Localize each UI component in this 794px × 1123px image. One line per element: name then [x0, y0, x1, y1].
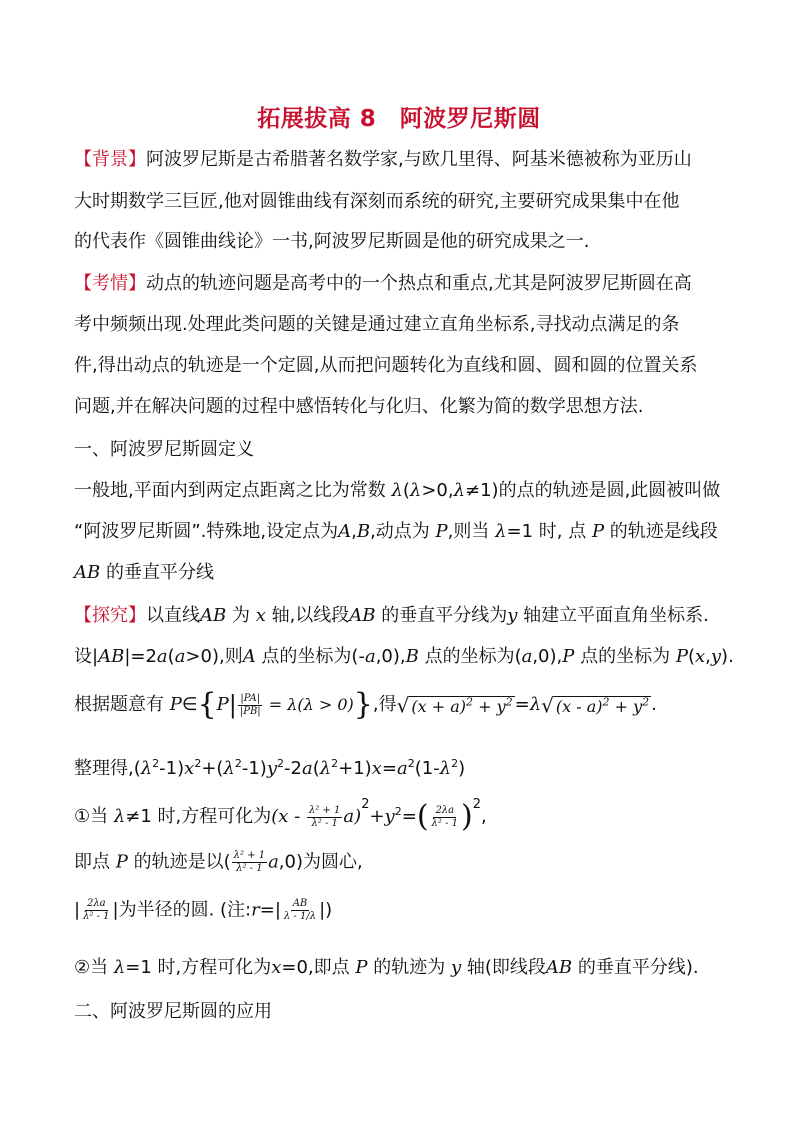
definition-line-3: AB 的垂直平分线 [74, 562, 214, 583]
exam-line-2: 考中频频出现.处理此类问题的关键是通过建立直角坐标系,寻找动点满足的条 [74, 314, 680, 335]
exam-line-1 [74, 272, 726, 296]
exam-label: 【考情】 [74, 273, 146, 294]
background-line-1 [74, 148, 726, 172]
exam-line-3: 件,得出动点的轨迹是一个定圆,从而把问题转化为直线和圆、圆和圆的位置关系 [74, 355, 698, 376]
case1-line-2: 即点 P 的轨迹是以( $\frac{\text{λ² + 1}}{\text{λ² - 1}}$ a,0)为圆心, [74, 850, 363, 874]
case1-line-3: | $\frac{2\lambda a}{\text{λ² - 1}}$ |为半径的圆. (注:r=| $\frac{AB}{\lambda - 1/\lambda}$ |) [74, 898, 333, 922]
explore-line-1: 【探究】以直线AB 为 x 轴,以线段AB 的垂直平分线为y 轴建立平面直角坐标系. [74, 605, 709, 626]
explore-line-3: 根据题意有 P∈{P| $\frac{|PA|}{|PB|}$ = λ(λ > 0)},得√ $(x + a)^2 + y^2 =\lambda√$ $(x - a)^2 + y^2$ . [74, 687, 657, 723]
background-line-2: 大时期数学三巨匠,他对圆锥曲线有深刻而系统的研究,主要研究成果集中在他 [74, 191, 680, 212]
exam-line-4: 问题,并在解决问题的过程中感悟转化与化归、化繁为简的数学思想方法. [74, 396, 644, 417]
explore-line-2: 设|AB|=2a(a>0),则A 点的坐标为(-a,0),B 点的坐标为(a,0),P 点的坐标为 P(x,y). [74, 646, 734, 667]
explore-line-4: 整理得$,(\lambda^2-1)x^2+(\lambda^2-1)y^2-2a(\lambda^2+1)x=a^2(1-\lambda^2)$ [74, 757, 466, 779]
section-heading-1: 一、阿波罗尼斯圆定义 [74, 439, 254, 460]
case1-line-1: ①当 λ≠1 时,方程可化为(x - $\frac{\text{λ² + 1}}{\text{λ² - 1}}$ $a)^2+y^2=$( $\frac{2\lambda a}{\text{λ² - 1}}$ )$^2$, [74, 797, 487, 834]
background-line-3: 的代表作《圆锥曲线论》一书,阿波罗尼斯圆是他的研究成果之一. [74, 231, 590, 252]
case2-line: ②当 λ=1 时,方程可化为x=0,即点 P 的轨迹为 y 轴(即线段AB 的垂直平分线). [74, 957, 699, 978]
background-text-1: 阿波罗尼斯是古希腊著名数学家,与欧几里得、阿基米德被称为亚历山 [146, 149, 692, 170]
definition-line-1: 一般地,平面内到两定点距离之比为常数 λ(λ>0,λ≠1)的点的轨迹是圆,此圆被叫做 [74, 480, 721, 501]
exam-text-1: 动点的轨迹问题是高考中的一个热点和重点,尤其是阿波罗尼斯圆在高 [146, 273, 692, 294]
section-heading-2: 二、阿波罗尼斯圆的应用 [74, 1001, 272, 1022]
definition-line-2: “阿波罗尼斯圆”.特殊地,设定点为A,B,动点为 P,则当 λ=1 时, 点 P 的轨迹是线段 [74, 521, 718, 542]
background-label: 【背景】 [74, 149, 146, 170]
explore-label: 【探究】 [74, 605, 146, 626]
page-title: 拓展拔高 8 阿波罗尼斯圆 [257, 106, 541, 132]
